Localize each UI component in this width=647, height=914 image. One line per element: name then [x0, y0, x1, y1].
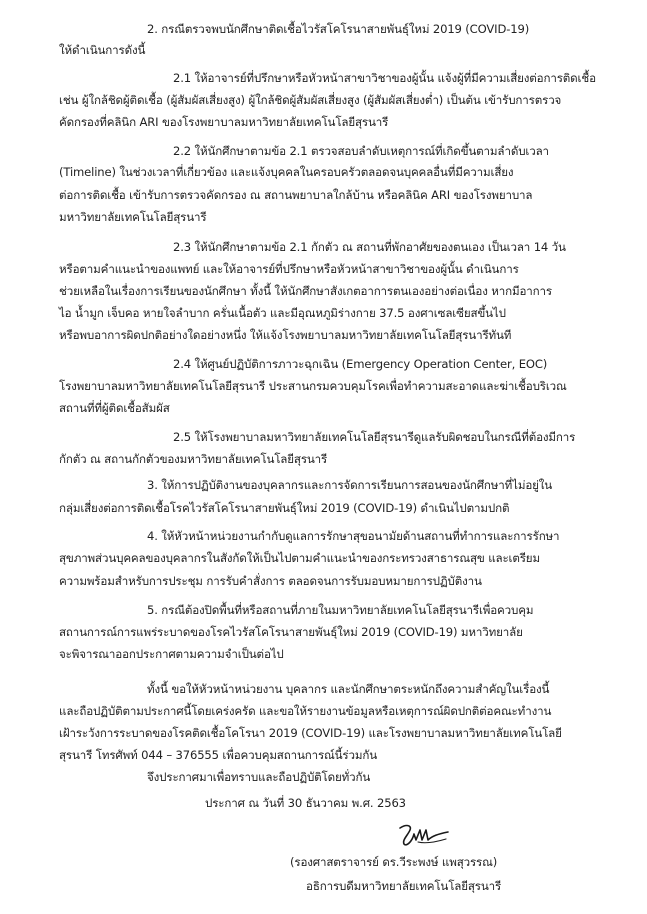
item2-3-line4: ไอ น้ำมูก เจ็บคอ หายใจลำบาก ครั่นเนื้อตัว และมีอุณหภูมิร่างกาย 37.5 องศาเซลเซียสขึ้นไป — [59, 306, 506, 320]
item3-line1: 3. ให้การปฏิบัติงานของบุคลากรและการจัดการเรียนการสอนของนักศึกษาที่ไม่อยู่ใน — [147, 478, 553, 492]
signature-stroke — [400, 826, 448, 845]
closing-line2: และถือปฏิบัติตามประกาศนี้โดยเคร่งครัด และขอให้รายงานข้อมูลหรือเหตุการณ์ผิดปกติต่อคณะทำงาน — [59, 704, 552, 718]
item2-2-line4: มหาวิทยาลัยเทคโนโลยีสุรนารี — [59, 210, 207, 224]
item2-1-line1: 2.1 ให้อาจารย์ที่ปรึกษาหรือหัวหน้าสาขาวิชาของผู้นั้น แจ้งผู้ที่มีความเสี่ยงต่อการติดเชื้อ — [173, 71, 596, 85]
item2-2-line2: (Timeline) ในช่วงเวลาที่เกี่ยวข้อง และแจ้งบุคคลในครอบครัวตลอดจนบุคคลอื่นที่มีความเสี่ยง — [59, 165, 514, 179]
item2-4-line2: โรงพยาบาลมหาวิทยาลัยเทคโนโลยีสุรนารี ประสานกรมควบคุมโรคเพื่อทำความสะอาดและฆ่าเชื้อบริเวณ — [59, 379, 567, 393]
item4-line2: สุขภาพส่วนบุคคลของบุคลากรในสังกัดให้เป็นไปตามคำแนะนำของกระทรวงสาธารณสุข และเตรียม — [59, 551, 540, 565]
item5-line3: จะพิจารณาออกประกาศตามความจำเป็นต่อไป — [59, 647, 284, 661]
closing-line4: สุรนารี โทรศัพท์ 044 – 376555 เพื่อควบคุมสถานการณ์นี้ร่วมกัน — [59, 748, 378, 762]
closing-line3: เฝ้าระวังการระบาดของโรคติดเชื้อโคโรนา 2019 (COVID-19) และโรงพยาบาลมหาวิทยาลัยเทคโนโลยี — [59, 726, 562, 740]
item2-3-line1: 2.3 ให้นักศึกษาตามข้อ 2.1 กักตัว ณ สถานที่พักอาศัยของตนเอง เป็นเวลา 14 วัน — [173, 240, 566, 254]
item2-1-line3: คัดกรองที่คลินิก ARI ของโรงพยาบาลมหาวิทยาลัยเทคโนโลยีสุรนารี — [59, 115, 389, 129]
item2-4-line1: 2.4 ให้ศูนย์ปฏิบัติการภาวะฉุกเฉิน (Emergency Operation Center, EOC) — [173, 357, 548, 371]
item4-line3: ความพร้อมสำหรับการประชุม การรับคำสั่งการ ตลอดจนการรับมอบหมายการปฏิบัติงาน — [59, 574, 482, 588]
item3-line2: กลุ่มเสี่ยงต่อการติดเชื้อโรคไวรัสโคโรนาสายพันธุ์ใหม่ 2019 (COVID-19) ดำเนินไปตามปกติ — [59, 501, 510, 515]
item2-line2: ให้ดำเนินการดังนี้ — [59, 43, 146, 57]
item5-line1: 5. กรณีต้องปิดพื้นที่หรือสถานที่ภายในมหาวิทยาลัยเทคโนโลยีสุรนารีเพื่อควบคุม — [147, 603, 534, 617]
closing-line1: ทั้งนี้ ขอให้หัวหน้าหน่วยงาน บุคลากร และนักศึกษาตระหนักถึงความสำคัญในเรื่องนี้ — [147, 682, 550, 696]
item2-3-line5: หรือพบอาการผิดปกติอย่างใดอย่างหนึ่ง ให้แจ้งโรงพยาบาลมหาวิทยาลัยเทคโนโลยีสุรนารีทันที — [59, 328, 512, 342]
item2-2-line3: ต่อการติดเชื้อ เข้ารับการตรวจคัดกรอง ณ สถานพยาบาลใกล้บ้าน หรือคลินิค ARI ของโรงพยาบาล — [59, 188, 533, 202]
item2-3-line2: หรือตามคำแนะนำของแพทย์ และให้อาจารย์ที่ปรึกษาหรือหัวหน้าสาขาวิชาของผู้นั้น ดำเนินการ — [59, 262, 519, 276]
item2-5-line1: 2.5 ให้โรงพยาบาลมหาวิทยาลัยเทคโนโลยีสุรนารีดูแลรับผิดชอบในกรณีที่ต้องมีการ — [173, 430, 576, 444]
signer-name: (รองศาสตราจารย์ ดร.วีระพงษ์ แพสุวรรณ) — [290, 855, 498, 869]
item2-line1: 2. กรณีตรวจพบนักศึกษาติดเชื้อไวรัสโคโรนาสายพันธุ์ใหม่ 2019 (COVID-19) — [147, 22, 530, 36]
item2-2-line1: 2.2 ให้นักศึกษาตามข้อ 2.1 ตรวจสอบลำดับเหตุการณ์ที่เกิดขึ้นตามลำดับเวลา — [173, 144, 549, 158]
item2-3-line3: ช่วยเหลือในเรื่องการเรียนของนักศึกษา ทั้งนี้ ให้นักศึกษาสังเกตอาการตนเองอย่างต่อเนื่อง หากมีอาการ — [59, 284, 552, 298]
signer-title: อธิการบดีมหาวิทยาลัยเทคโนโลยีสุรนารี — [306, 879, 502, 893]
item2-1-line2: เช่น ผู้ใกล้ชิดผู้ติดเชื้อ (ผู้สัมผัสเสี่ยงสูง) ผู้ใกล้ชิดผู้สัมผัสเสี่ยงสูง (ผู้สัมผัสเสี่ยงต่ำ) เป็นต้น เข้ารับการตรวจ — [59, 93, 562, 107]
item2-5-line2: กักตัว ณ สถานกักตัวของมหาวิทยาลัยเทคโนโลยีสุรนารี — [59, 452, 328, 466]
item4-line1: 4. ให้หัวหน้าหน่วยงานกำกับดูแลการรักษาสุขอนามัยด้านสถานที่ทำการและการรักษา — [147, 529, 560, 543]
signature-image — [396, 822, 456, 848]
item5-line2: สถานการณ์การแพร่ระบาดของโรคไวรัสโคโรนาสายพันธุ์ใหม่ 2019 (COVID-19) มหาวิทยาลัย — [59, 625, 523, 639]
item2-4-line3: สถานที่ที่ผู้ติดเชื้อสัมผัส — [59, 401, 170, 415]
announcement-line: จึงประกาศมาเพื่อทราบและถือปฏิบัติโดยทั่วกัน — [147, 770, 371, 784]
announcement-date: ประกาศ ณ วันที่ 30 ธันวาคม พ.ศ. 2563 — [205, 796, 406, 810]
